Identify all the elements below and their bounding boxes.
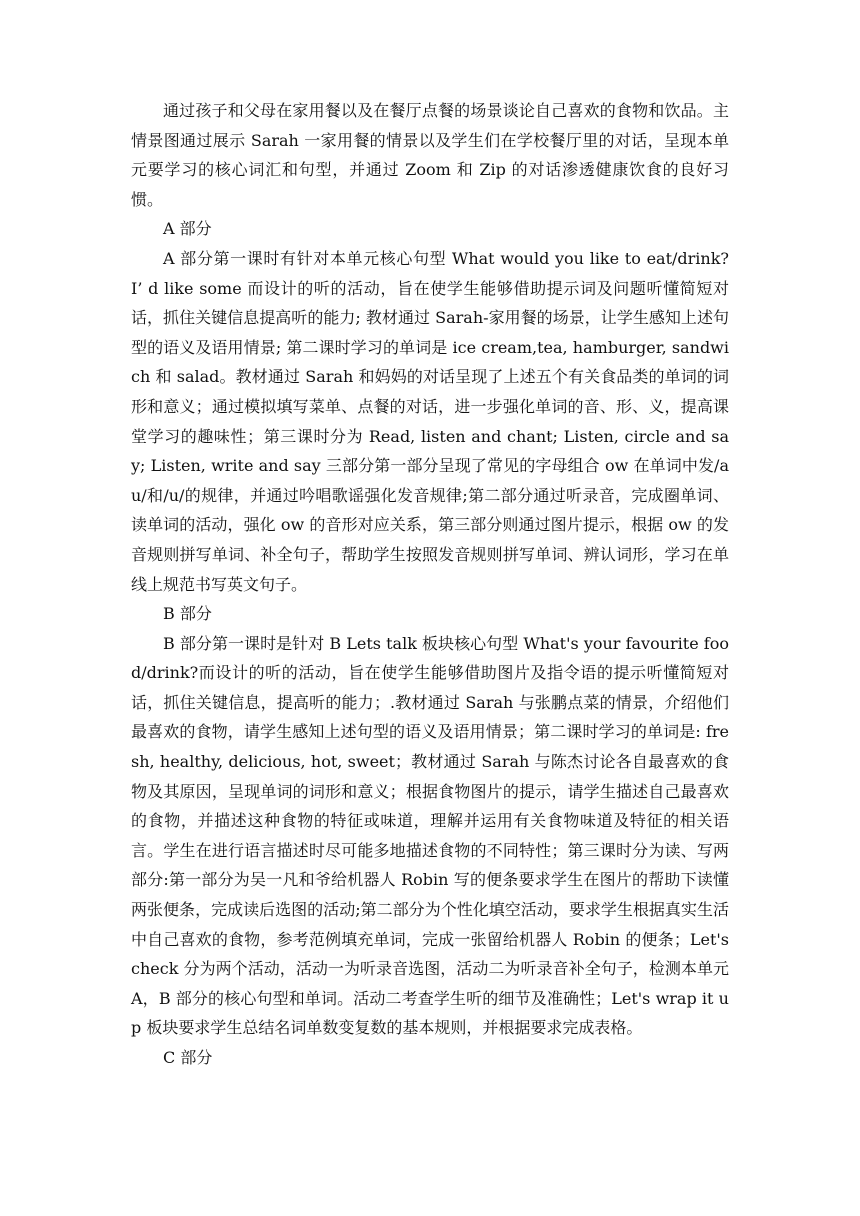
- section-b-paragraph: B 部分第一课时是针对 B Lets talk 板块核心句型 What's your favourite food/drink?而设计的听的活动，旨在使学生能够借助图片及指令语的提示听懂简短对话，抓住关键信息，提高听的能力；.教材通过 Sarah 与张鹏点菜的情景，介绍他们最喜欢的食物，请学生感知上述句型的语义及语用情景；第二课时学习的单词是: fresh, healthy, delicious, hot, sweet；教材通过 Sarah 与陈杰讨论各自最喜欢的食物及其原因，呈现单词的词形和意义；根据食物图片的提示，请学生描述自己最喜欢的食物，并描述这种食物的特征或味道，理解并运用有关食物味道及特征的相关语言。学生在进行语言描述时尽可能多地描述食物的不同特性；第三课时分为读、写两部分:第一部分为吴一凡和爷给机器人 Robin 写的便条要求学生在图片的帮助下读懂两张便条，完成读后选图的活动;第二部分为个性化填空活动，要求学生根据真实生活中自己喜欢的食物，参考范例填充单词，完成一张留给机器人 Robin 的便条；Let's check 分为两个活动，活动一为听录音选图，活动二为听录音补全句子，检测本单元 A，B 部分的核心句型和单词。活动二考查学生听的细节及准确性；Let's wrap it up 板块要求学生总结名词单数变复数的基本规则，并根据要求完成表格。: [131, 633, 729, 1038]
- intro-paragraph: 通过孩子和父母在家用餐以及在餐厅点餐的场景谈论自己喜欢的食物和饮品。主情景图通过展示 Sarah 一家用餐的情景以及学生们在学校餐厅里的对话，呈现本单元要学习的核心词汇和句型，并通过 Zoom 和 Zip 的对话渗透健康饮食的良好习惯。: [131, 101, 729, 209]
- section-a-paragraph: A 部分第一课时有针对本单元核心句型 What would you like to eat/drink? I’ d like some 而设计的听的活动，旨在使学生能够借助提示词及问题听懂简短对话，抓住关键信息提高听的能力; 教材通过 Sarah-家用餐的场景，让学生感知上述句型的语义及语用情景; 第二课时学习的单词是 ice cream,tea, hamburger, sandwich 和 salad。教材通过 Sarah 和妈妈的对话呈现了上述五个有关食品类的单词的词形和意义；通过模拟填写菜单、点餐的对话，进一步强化单词的音、形、义，提高课堂学习的趣味性；第三课时分为 Read, listen and chant; Listen, circle and say; Listen, write and say 三部分第一部分呈现了常见的字母组合 ow 在单词中发/au/和/u/的规律，并通过吟唱歌谣强化发音规律;第二部分通过听录音，完成圈单词、读单词的活动，强化 ow 的音形对应关系，第三部分则通过图片提示，根据 ow 的发音规则拼写单词、补全句子，帮助学生按照发音规则拼写单词、辨认词形，学习在单线上规范书写英文句子。: [131, 248, 729, 594]
- section-heading-c: C 部分: [163, 1048, 213, 1067]
- document-page: [131, 96, 729, 1073]
- section-heading-a: A 部分: [163, 219, 212, 239]
- section-heading-b: B 部分: [163, 604, 212, 624]
